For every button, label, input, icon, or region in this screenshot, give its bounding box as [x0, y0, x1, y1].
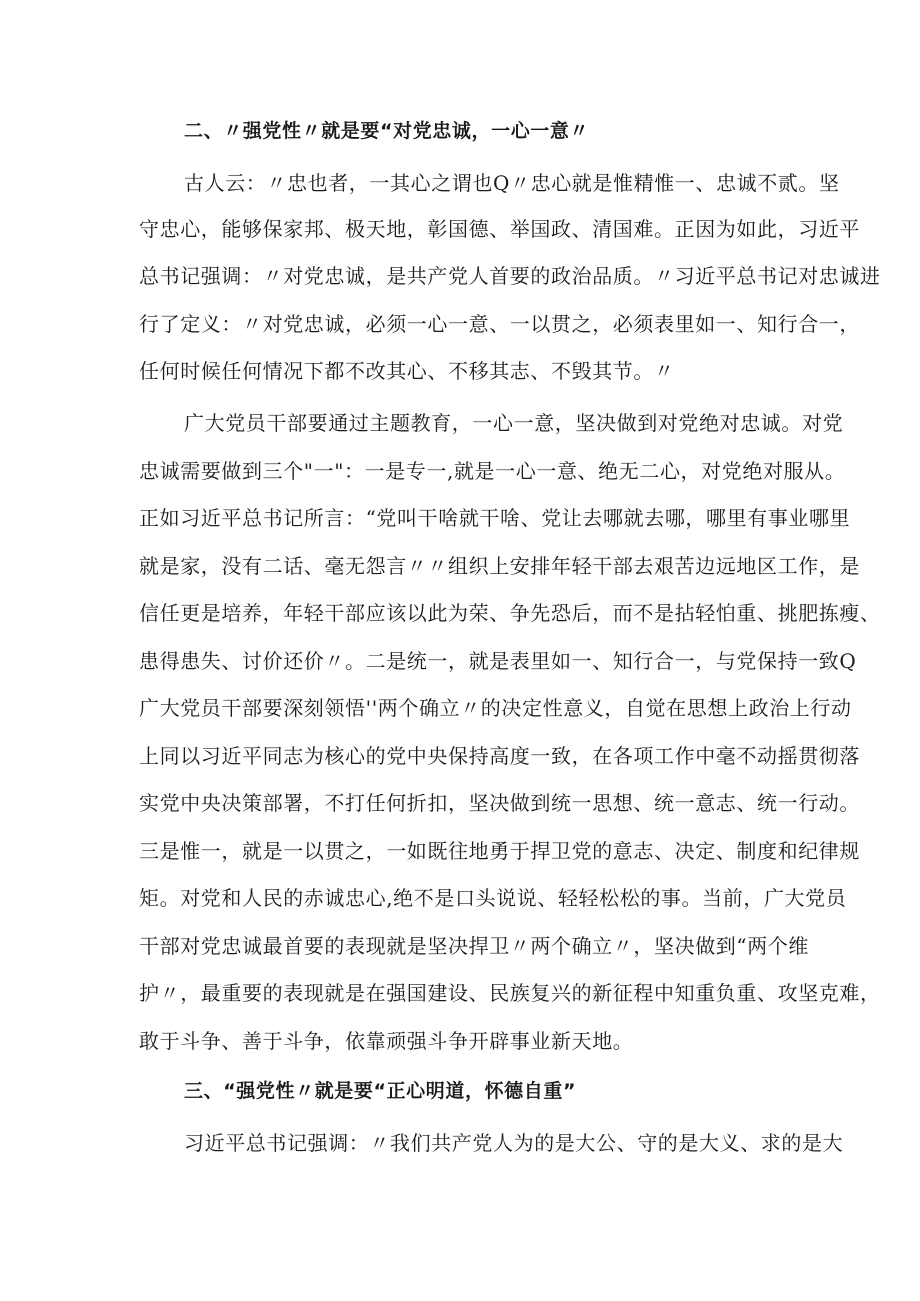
paragraph-line: 总书记强调：〃对党忠诚，是共产党人首要的政治品质。〃习近平总书记对忠诚进 — [139, 264, 881, 288]
section-2-heading: 二、〃强党性〃就是要“对党忠诚，一心一意〃 — [184, 120, 590, 142]
paragraph-line: 就是家，没有二话、毫无怨言〃〃组织上安排年轻干部去艰苦边远地区工作，是 — [139, 554, 860, 578]
paragraph-line: 任何时候任何情况下都不改其心、不移其志、不毁其节。〃 — [139, 359, 675, 383]
paragraph-line: 信任更是培养，年轻干部应该以此为荣、争先恐后，而不是拈轻怕重、挑肥拣瘦、 — [139, 601, 881, 625]
paragraph-line: 守忠心，能够保家邦、极天地，彰国德、举国政、清国难。正因为如此，习近平 — [139, 217, 860, 241]
paragraph-line: 习近平总书记强调：〃我们共产党人为的是大公、守的是大义、求的是大 — [184, 1131, 844, 1155]
paragraph-line: 护〃，最重要的表现就是在强国建设、民族复兴的新征程中知重负重、攻坚克难， — [139, 981, 881, 1005]
paragraph-line: 患得患失、讨价还价〃。二是统一，就是表里如一、知行合一，与党保持一致Q — [139, 649, 857, 673]
paragraph-line: 实党中央决策部署，不打任何折扣，坚决做到统一思想、统一意志、统一行动。 — [139, 791, 860, 815]
section-3-heading: 三、“强党性〃就是要“正心明道，怀德自重” — [184, 1080, 577, 1102]
paragraph-line: 广大党员干部要深刻领悟''两个确立〃的决定性意义，自觉在思想上政治上行动 — [139, 696, 852, 720]
paragraph-line: 行了定义：〃对党忠诚，必须一心一意、一以贯之，必须表里如一、知行合一， — [139, 312, 860, 336]
paragraph-line: 矩。对党和人民的赤诚忠心,绝不是口头说说、轻轻松松的事。当前，广大党员 — [139, 886, 847, 910]
paragraph-line: 忠诚需要做到三个"一"：一是专一,就是一心一意、绝无二心，对党绝对服从。 — [139, 459, 846, 483]
paragraph-line: 上同以习近平同志为核心的党中央保持高度一致，在各项工作中毫不动摇贯彻落 — [139, 744, 860, 768]
paragraph-line: 干部对党忠诚最首要的表现就是坚决捍卫〃两个确立〃，坚决做到“两个维 — [139, 934, 810, 958]
paragraph-line: 正如习近平总书记所言：“党叫干啥就干啥、党让去哪就去哪，哪里有事业哪里 — [139, 506, 851, 530]
paragraph-line: 三是惟一，就是一以贯之，一如既往地勇于捍卫党的意志、决定、制度和纪律规 — [139, 839, 860, 863]
paragraph-line: 广大党员干部要通过主题教育，一心一意，坚决做到对党绝对忠诚。对党 — [184, 411, 844, 435]
paragraph-line: 敢于斗争、善于斗争，依靠顽强斗争开辟事业新天地。 — [139, 1029, 634, 1053]
paragraph-line: 古人云：〃忠也者，一其心之谓也Q〃忠心就是惟精惟一、忠诚不贰。坚 — [184, 171, 840, 195]
